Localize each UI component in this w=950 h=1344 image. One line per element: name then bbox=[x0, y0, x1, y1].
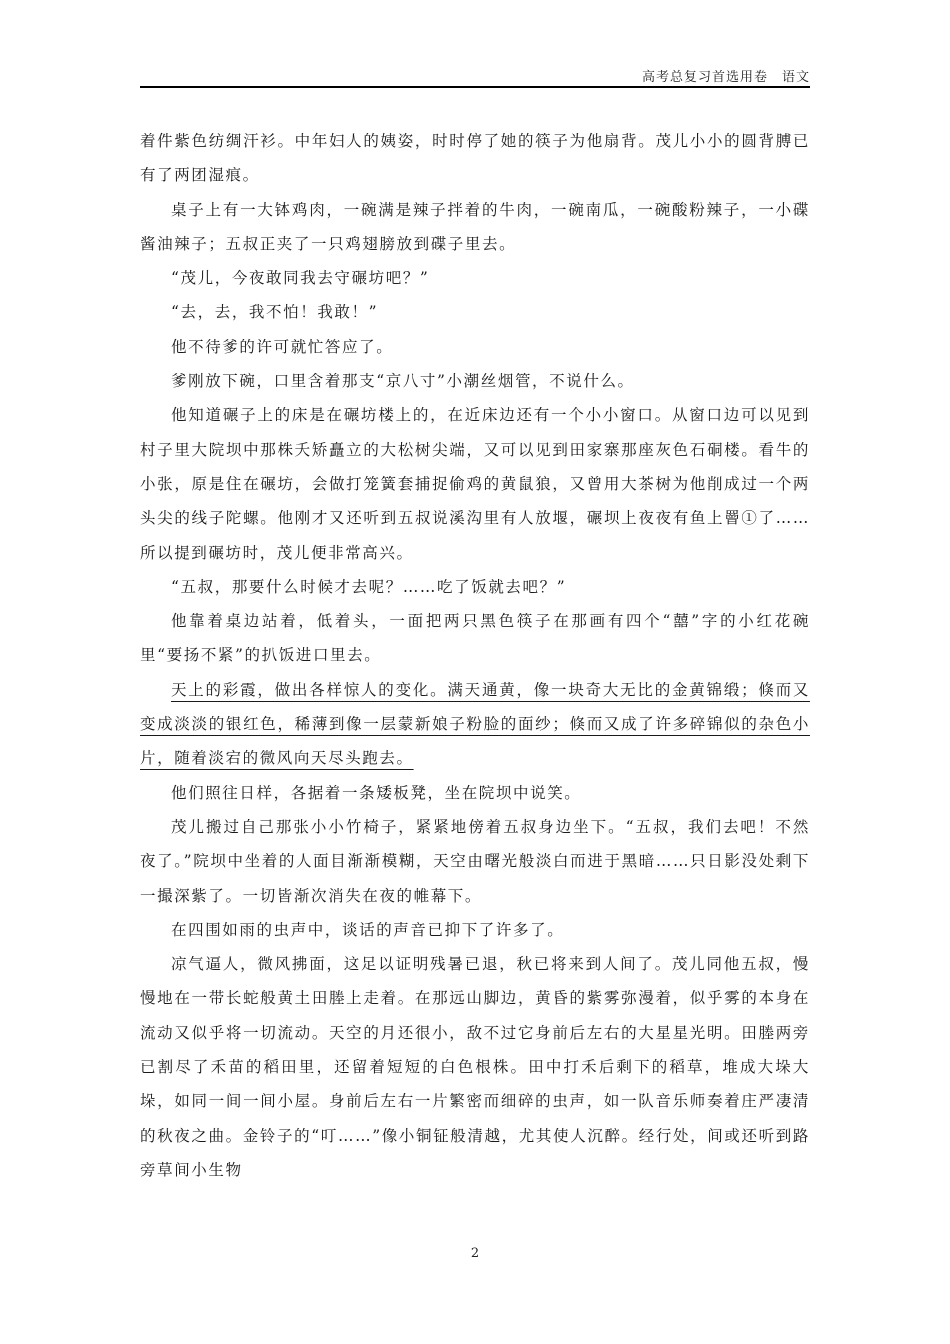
paragraph: 在四围如雨的虫声中，谈话的声音已抑下了许多了。 bbox=[171, 920, 565, 939]
header-title: 高考总复习首选用卷 语文 bbox=[641, 70, 810, 85]
paragraph: 茂儿搬过自己那张小小竹椅子，紧紧地傍着五叔身边坐下。“五叔，我们去吧！不然夜了。”院坝中坐着的人面目渐渐模糊，天空由曙光般淡白而进于黑暗……只日影没处剩下一撮深紫了。一切皆渐次消失在夜的帷幕下。 bbox=[140, 817, 810, 905]
page-number: 2 bbox=[470, 1246, 480, 1261]
article-body bbox=[140, 124, 810, 1187]
paragraph: 他知道碾子上的床是在碾坊楼上的，在近床边还有一个小小窗口。从窗口边可以见到村子里大院坝中那株夭矫矗立的大松树尖端，又可以见到田家寨那座灰色石硐楼。看牛的小张，原是住在碾坊，会做打笼簧套捕捉偷鸡的黄鼠狼，又曾用大茶树为他削成过一个两头尖的线子陀螺。他刚才又还听到五叔说溪沟里有人放堰，碾坝上夜夜有鱼上罾①了……所以提到碾坊时，茂儿便非常高兴。 bbox=[140, 406, 810, 562]
underlined-text: 天上的彩霞，做出各样惊人的变化。满天通黄，像一块奇大无比的金黄锦缎；倏而又变成淡淡的银红色，稀薄到像一层蒙新娘子粉脸的面纱；倏而又成了许多碎锦似的杂色小片，随着淡宕的微风向天尽头跑去。 bbox=[140, 680, 810, 768]
paragraph: 他们照往日样，各据着一条矮板凳，坐在院坝中说笑。 bbox=[171, 783, 582, 802]
page-header bbox=[140, 62, 810, 88]
paragraph: 他靠着桌边站着，低着头，一面把两只黑色筷子在那画有四个“囍”字的小红花碗里“要扬不紧”的扒饭进口里去。 bbox=[140, 612, 810, 665]
paragraph: 爹刚放下碗，口里含着那支“京八寸”小潮丝烟管，不说什么。 bbox=[171, 372, 635, 391]
dialogue-paragraph: “茂儿，今夜敢同我去守碾坊吧？” bbox=[171, 269, 430, 288]
paragraph: 凉气逼人，微风拂面，这足以证明残暑已退，秋已将来到人间了。茂儿同他五叔，慢慢地在一带长蛇般黄土田塍上走着。在那远山脚边，黄昏的紫雾弥漫着，似乎雾的本身在流动又似乎将一切流动。天空的月还很小，敌不过它身前后左右的大星星光明。田塍两旁已割尽了禾苗的稻田里，还留着短短的白色根株。田中打禾后剩下的稻草，堆成大垛大垛，如同一间一间小屋。身前后左右一片繁密而细碎的虫声，如一队音乐师奏着庄严凄清的秋夜之曲。金铃子的“叮……”像小铜钲般清越，尤其使人沉醉。经行处，间或还听到路旁草间小生物 bbox=[140, 955, 810, 1179]
paragraph: 他不待爹的许可就忙答应了。 bbox=[171, 337, 394, 356]
underlined-paragraph bbox=[140, 673, 810, 776]
dialogue-paragraph: “去，去，我不怕！我敢！” bbox=[171, 303, 379, 322]
paragraph-continued: 着件紫色纺绸汗衫。中年妇人的姨姿，时时停了她的筷子为他扇背。茂儿小小的圆背膊已有了两团湿痕。 bbox=[140, 132, 810, 185]
dialogue-paragraph: “五叔，那要什么时候才去呢？……吃了饭就去吧？” bbox=[171, 577, 567, 596]
paragraph: 桌子上有一大钵鸡肉，一碗满是辣子拌着的牛肉，一碗南瓜，一碗酸粉辣子，一小碟酱油辣子；五叔正夹了一只鸡翅膀放到碟子里去。 bbox=[140, 200, 810, 253]
